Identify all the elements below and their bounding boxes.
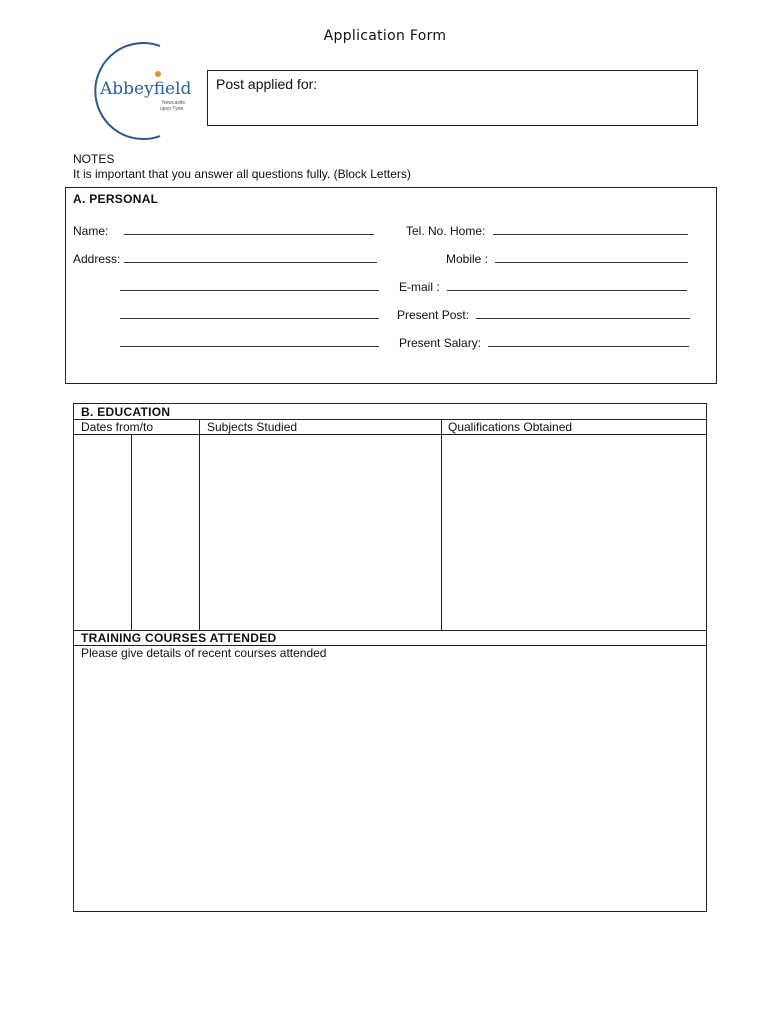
mobile-field[interactable]	[495, 251, 688, 263]
section-personal-title: A. PERSONAL	[73, 192, 159, 206]
col-subjects-header: Subjects Studied	[207, 420, 298, 434]
address-field-2[interactable]	[120, 279, 379, 291]
section-education-title: B. EDUCATION	[81, 405, 171, 419]
abbeyfield-logo	[90, 42, 202, 142]
name-field[interactable]	[124, 223, 374, 235]
logo-subtext-1: Newcastle	[162, 100, 186, 106]
education-date-to-cell[interactable]	[133, 435, 198, 629]
tel-home-row	[406, 223, 688, 238]
name-label: Name:	[73, 224, 109, 238]
education-subjects-cell[interactable]	[201, 435, 440, 629]
mobile-label: Mobile :	[446, 252, 489, 266]
name-row	[73, 223, 374, 238]
page-title: Application Form	[323, 28, 447, 44]
email-field[interactable]	[447, 279, 687, 291]
present-post-row	[397, 307, 690, 322]
education-date-from-cell[interactable]	[75, 435, 130, 629]
section-education	[73, 403, 707, 912]
address-field-3[interactable]	[120, 307, 379, 319]
address-row	[73, 251, 377, 266]
email-row	[399, 279, 687, 294]
address-row-4	[120, 335, 379, 350]
address-row-2	[120, 279, 379, 294]
email-label: E-mail :	[399, 280, 440, 294]
col-dates-header: Dates from/to	[81, 420, 154, 434]
logo-subtext-2: upon Tyne	[160, 106, 184, 112]
address-label: Address:	[73, 252, 121, 266]
logo-text: Abbeyfield	[100, 79, 192, 99]
present-post-field[interactable]	[476, 307, 690, 319]
address-field-4[interactable]	[120, 335, 379, 347]
col-divider-subjects	[199, 419, 200, 630]
section-personal	[65, 187, 717, 384]
present-salary-label: Present Salary:	[399, 336, 482, 350]
present-salary-field[interactable]	[488, 335, 689, 347]
col-divider-qualifications	[441, 419, 442, 630]
present-post-label: Present Post:	[397, 308, 470, 322]
training-instructions: Please give details of recent courses attended	[81, 646, 327, 660]
address-field-1[interactable]	[124, 251, 377, 263]
training-details-area[interactable]	[75, 662, 705, 909]
education-qualifications-cell[interactable]	[443, 435, 705, 629]
tel-home-label: Tel. No. Home:	[406, 224, 486, 238]
logo-person-head	[155, 71, 161, 77]
notes-title: NOTES	[73, 152, 115, 166]
present-salary-row	[399, 335, 689, 350]
post-applied-label: Post applied for:	[216, 76, 318, 92]
col-qualifications-header: Qualifications Obtained	[448, 420, 573, 434]
tel-home-field[interactable]	[493, 223, 688, 235]
col-divider-dates	[131, 434, 132, 630]
education-title-divider	[74, 419, 706, 420]
notes-text: It is important that you answer all questions fully. (Block Letters)	[73, 167, 411, 181]
address-row-3	[120, 307, 379, 322]
mobile-row	[446, 251, 688, 266]
logo-graphic	[90, 42, 202, 142]
post-applied-field[interactable]	[207, 70, 698, 126]
training-title: TRAINING COURSES ATTENDED	[81, 631, 277, 645]
